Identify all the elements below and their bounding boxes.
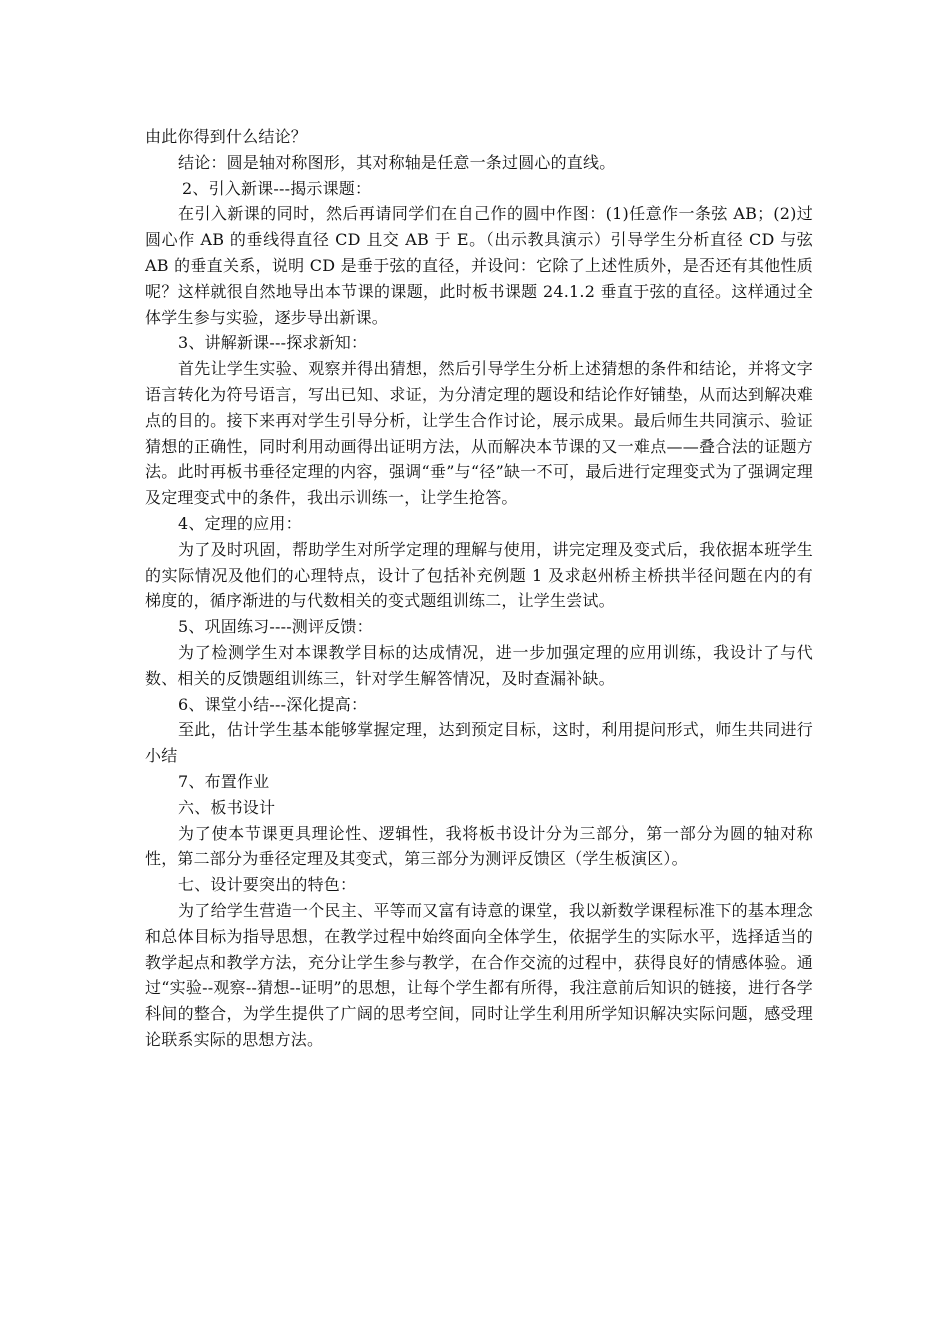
document-body xyxy=(145,124,813,1053)
heading-summary: 6、课堂小结---深化提高： xyxy=(178,694,368,714)
paragraph-application: 为了及时巩固，帮助学生对所学定理的理解与使用，讲完定理及变式后，我依据本班学生的实际情况及他们的心理特点，设计了包括补充例题 1 及求赵州桥主桥拱半径问题在内的有梯度的，循序渐进的与代数相关的变式题组训练二，让学生尝试。 xyxy=(145,539,813,611)
heading-features: 七、设计要突出的特色： xyxy=(178,875,357,895)
paragraph-question: 由此你得到什么结论？ xyxy=(145,127,308,146)
heading-explain: 3、讲解新课---探求新知： xyxy=(178,333,368,353)
heading-new-lesson: 2、引入新课---揭示课题： xyxy=(182,178,372,198)
paragraph-practice: 为了检测学生对本课教学目标的达成情况，进一步加强定理的应用训练，我设计了与代数、相关的反馈题组训练三，针对学生解答情况，及时查漏补缺。 xyxy=(145,642,813,688)
paragraph-features: 为了给学生营造一个民主、平等而又富有诗意的课堂，我以新数学课程标准下的基本理念和总体目标为指导思想，在教学过程中始终面向全体学生，依据学生的实际水平，选择适当的教学起点和教学方法，充分让学生参与教学，在合作交流的过程中，获得良好的情感体验。通过“实验--观察--猜想--证明”的思想，让每个学生都有所得，我注意前后知识的链接，进行各学科间的整合，为学生提供了广阔的思考空间，同时让学生利用所学知识解决实际问题，感受理论联系实际的思想方法。 xyxy=(145,900,813,1049)
paragraph-board-design: 为了使本节课更具理论性、逻辑性，我将板书设计分为三部分，第一部分为圆的轴对称性，第二部分为垂径定理及其变式，第三部分为测评反馈区（学生板演区）。 xyxy=(145,823,813,869)
paragraph-conclusion: 结论：圆是轴对称图形，其对称轴是任意一条过圆心的直线。 xyxy=(178,152,616,172)
heading-practice: 5、巩固练习----测评反馈： xyxy=(178,617,373,637)
heading-homework: 7、布置作业 xyxy=(178,771,270,791)
paragraph-summary: 至此，估计学生基本能够掌握定理，达到预定目标，这时，利用提问形式，师生共同进行小结 xyxy=(145,720,813,766)
heading-board-design: 六、板书设计 xyxy=(178,797,276,817)
paragraph-explain: 首先让学生实验、观察并得出猜想，然后引导学生分析上述猜想的条件和结论，并将文字语言转化为符号语言，写出已知、求证，为分清定理的题设和结论作好铺垫，从而达到解决难点的目的。接下来再对学生引导分析，让学生合作讨论，展示成果。最后师生共同演示、验证猜想的正确性，同时利用动画得出证明方法，从而解决本节课的又一难点——叠合法的证题方法。此时再板书垂径定理的内容，强调“垂”与“径”缺一不可，最后进行定理变式为了强调定理及定理变式中的条件，我出示训练一，让学生抢答。 xyxy=(145,359,813,508)
paragraph-new-lesson: 在引入新课的同时，然后再请同学们在自己作的圆中作图：(1)任意作一条弦 AB；(2)过圆心作 AB 的垂线得直径 CD 且交 AB 于 E。（出示教具演示）引导学生分析直径 CD 与弦 AB 的垂直关系，说明 CD 是垂于弦的直径，并设问：它除了上述性质外，是否还有其他性质呢？这样就很自然地导出本节课的课题，此时板书课题 24.1.2 垂直于弦的直径。这样通过全体学生参与实验，逐步导出新课。 xyxy=(145,204,813,327)
heading-application: 4、定理的应用： xyxy=(178,513,302,533)
